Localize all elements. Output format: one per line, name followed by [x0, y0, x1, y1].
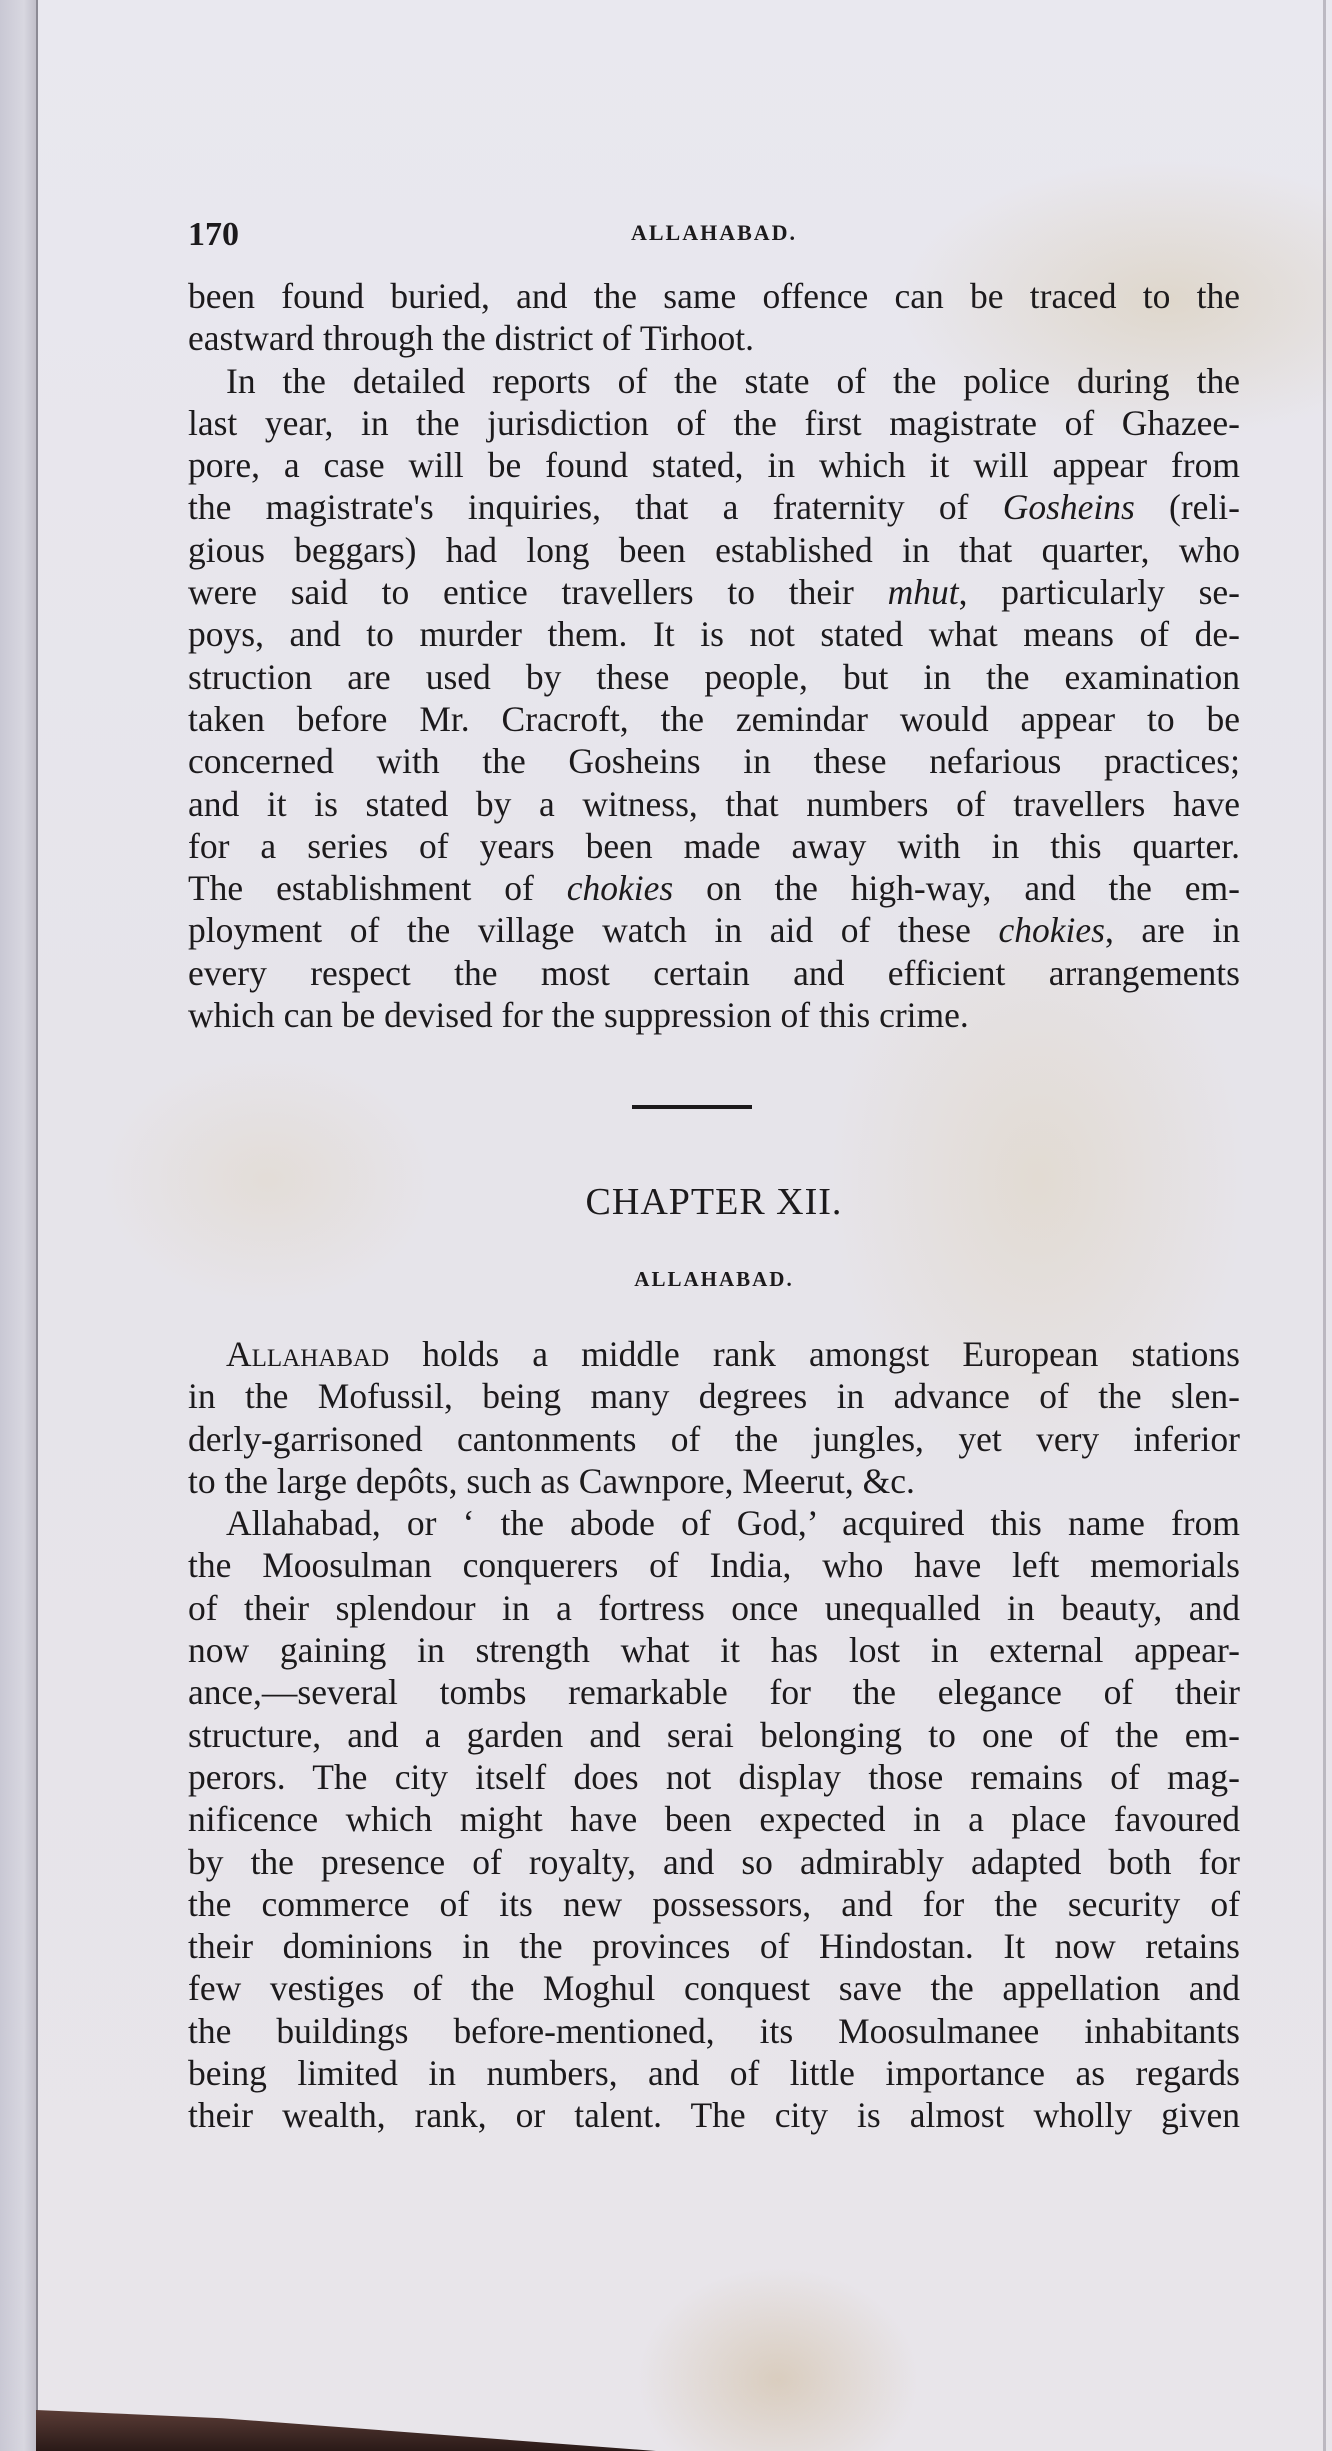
- text-line: nificence which might have been expected in a place favoured: [188, 1799, 1240, 1840]
- text-line: few vestiges of the Moghul conquest save the appellation and: [188, 1968, 1240, 2009]
- text-line: ance,—several tombs remarkable for the elegance of their: [188, 1672, 1240, 1713]
- lead-line-rest: holds a middle rank amongst European stations: [389, 1334, 1240, 1374]
- text-line-first: [188, 1333, 1240, 1375]
- text-line: their dominions in the provinces of Hindostan. It now retains: [188, 1926, 1240, 1967]
- text-line: been found buried, and the same offence can be traced to the: [188, 276, 1240, 316]
- text-line: the Moosulman conquerers of India, who have left memorials: [188, 1545, 1240, 1586]
- text-line: taken before Mr. Cracroft, the zemindar would appear to be: [188, 698, 1240, 739]
- page-number: 170: [188, 216, 239, 253]
- text-line: being limited in numbers, and of little importance as regards: [188, 2053, 1240, 2094]
- text-line: in the Mofussil, being many degrees in advance of the slen-: [188, 1376, 1240, 1417]
- text-line: In the detailed reports of the state of the police during the: [226, 360, 1240, 401]
- text-block-top: [188, 275, 1240, 1036]
- italic-term: mhut: [887, 572, 959, 613]
- text-line: of their splendour in a fortress once unequalled in beauty, and: [188, 1587, 1240, 1628]
- text-line: now gaining in strength what it has lost in external appear-: [188, 1630, 1240, 1671]
- section-divider-rule: [632, 1105, 752, 1109]
- running-head: [188, 216, 1240, 256]
- text-line: for a series of years been made away with in this quarter.: [188, 825, 1240, 866]
- text-line: their wealth, rank, or talent. The city is almost wholly given: [188, 2095, 1240, 2136]
- text-line: structure, and a garden and serai belonging to one of the em-: [188, 1714, 1240, 1755]
- italic-term: chokies: [998, 910, 1105, 951]
- text-line: the commerce of its new possessors, and for the security of: [188, 1883, 1240, 1924]
- chapter-title: CHAPTER XII.: [585, 1181, 843, 1223]
- text-line: eastward through the district of Tirhoot.: [188, 318, 754, 359]
- text-line: to the large depôts, such as Cawnpore, Meerut, &c.: [188, 1460, 915, 1501]
- text-line-chokies: The establishment of chokies on the high-way, and the em-: [188, 868, 1240, 909]
- lead-word-smallcaps: Allahabad: [226, 1334, 390, 1374]
- text-line: by the presence of royalty, and so admirably adapted both for: [188, 1841, 1240, 1882]
- running-title: ALLAHABAD.: [630, 220, 798, 245]
- page-right-edge: [1323, 0, 1326, 2451]
- text-line: the buildings before-mentioned, its Moosulmanee inhabitants: [188, 2010, 1240, 2051]
- book-binding-edge: [0, 0, 40, 2451]
- text-line: gious beggars) had long been established in that quarter, who: [188, 529, 1240, 570]
- italic-term: Gosheins: [1002, 487, 1135, 528]
- text-line: poys, and to murder them. It is not stated what means of de-: [188, 614, 1240, 655]
- text-line: pore, a case will be found stated, in which it will appear from: [188, 445, 1240, 486]
- text-line: which can be devised for the suppression of this crime.: [188, 995, 969, 1036]
- text-line: every respect the most certain and efficient arrangements: [188, 952, 1240, 993]
- text-line-mhut: were said to entice travellers to their mhut, particularly se-: [188, 572, 1240, 613]
- book-page: [36, 0, 1332, 2451]
- text-line-chokies: ployment of the village watch in aid of these chokies, are in: [188, 910, 1240, 951]
- text-line: Allahabad, or ‘ the abode of God,’ acquired this name from: [226, 1503, 1240, 1544]
- italic-term: chokies: [566, 868, 674, 909]
- text-line: derly-garrisoned cantonments of the jungles, yet very inferior: [188, 1418, 1240, 1459]
- text-line: and it is stated by a witness, that numbers of travellers have: [188, 783, 1240, 824]
- text-line: struction are used by these people, but in the examination: [188, 656, 1240, 697]
- text-line: last year, in the jurisdiction of the first magistrate of Ghazee-: [188, 402, 1240, 443]
- text-line-gosheins: the magistrate's inquiries, that a fraternity of Gosheins (reli-: [188, 487, 1240, 528]
- chapter-subtitle: ALLAHABAD.: [634, 1267, 794, 1291]
- text-line: perors. The city itself does not display those remains of mag-: [188, 1756, 1240, 1797]
- text-line: concerned with the Gosheins in these nefarious practices;: [188, 741, 1240, 782]
- text-block-chapter: [188, 1333, 1240, 2137]
